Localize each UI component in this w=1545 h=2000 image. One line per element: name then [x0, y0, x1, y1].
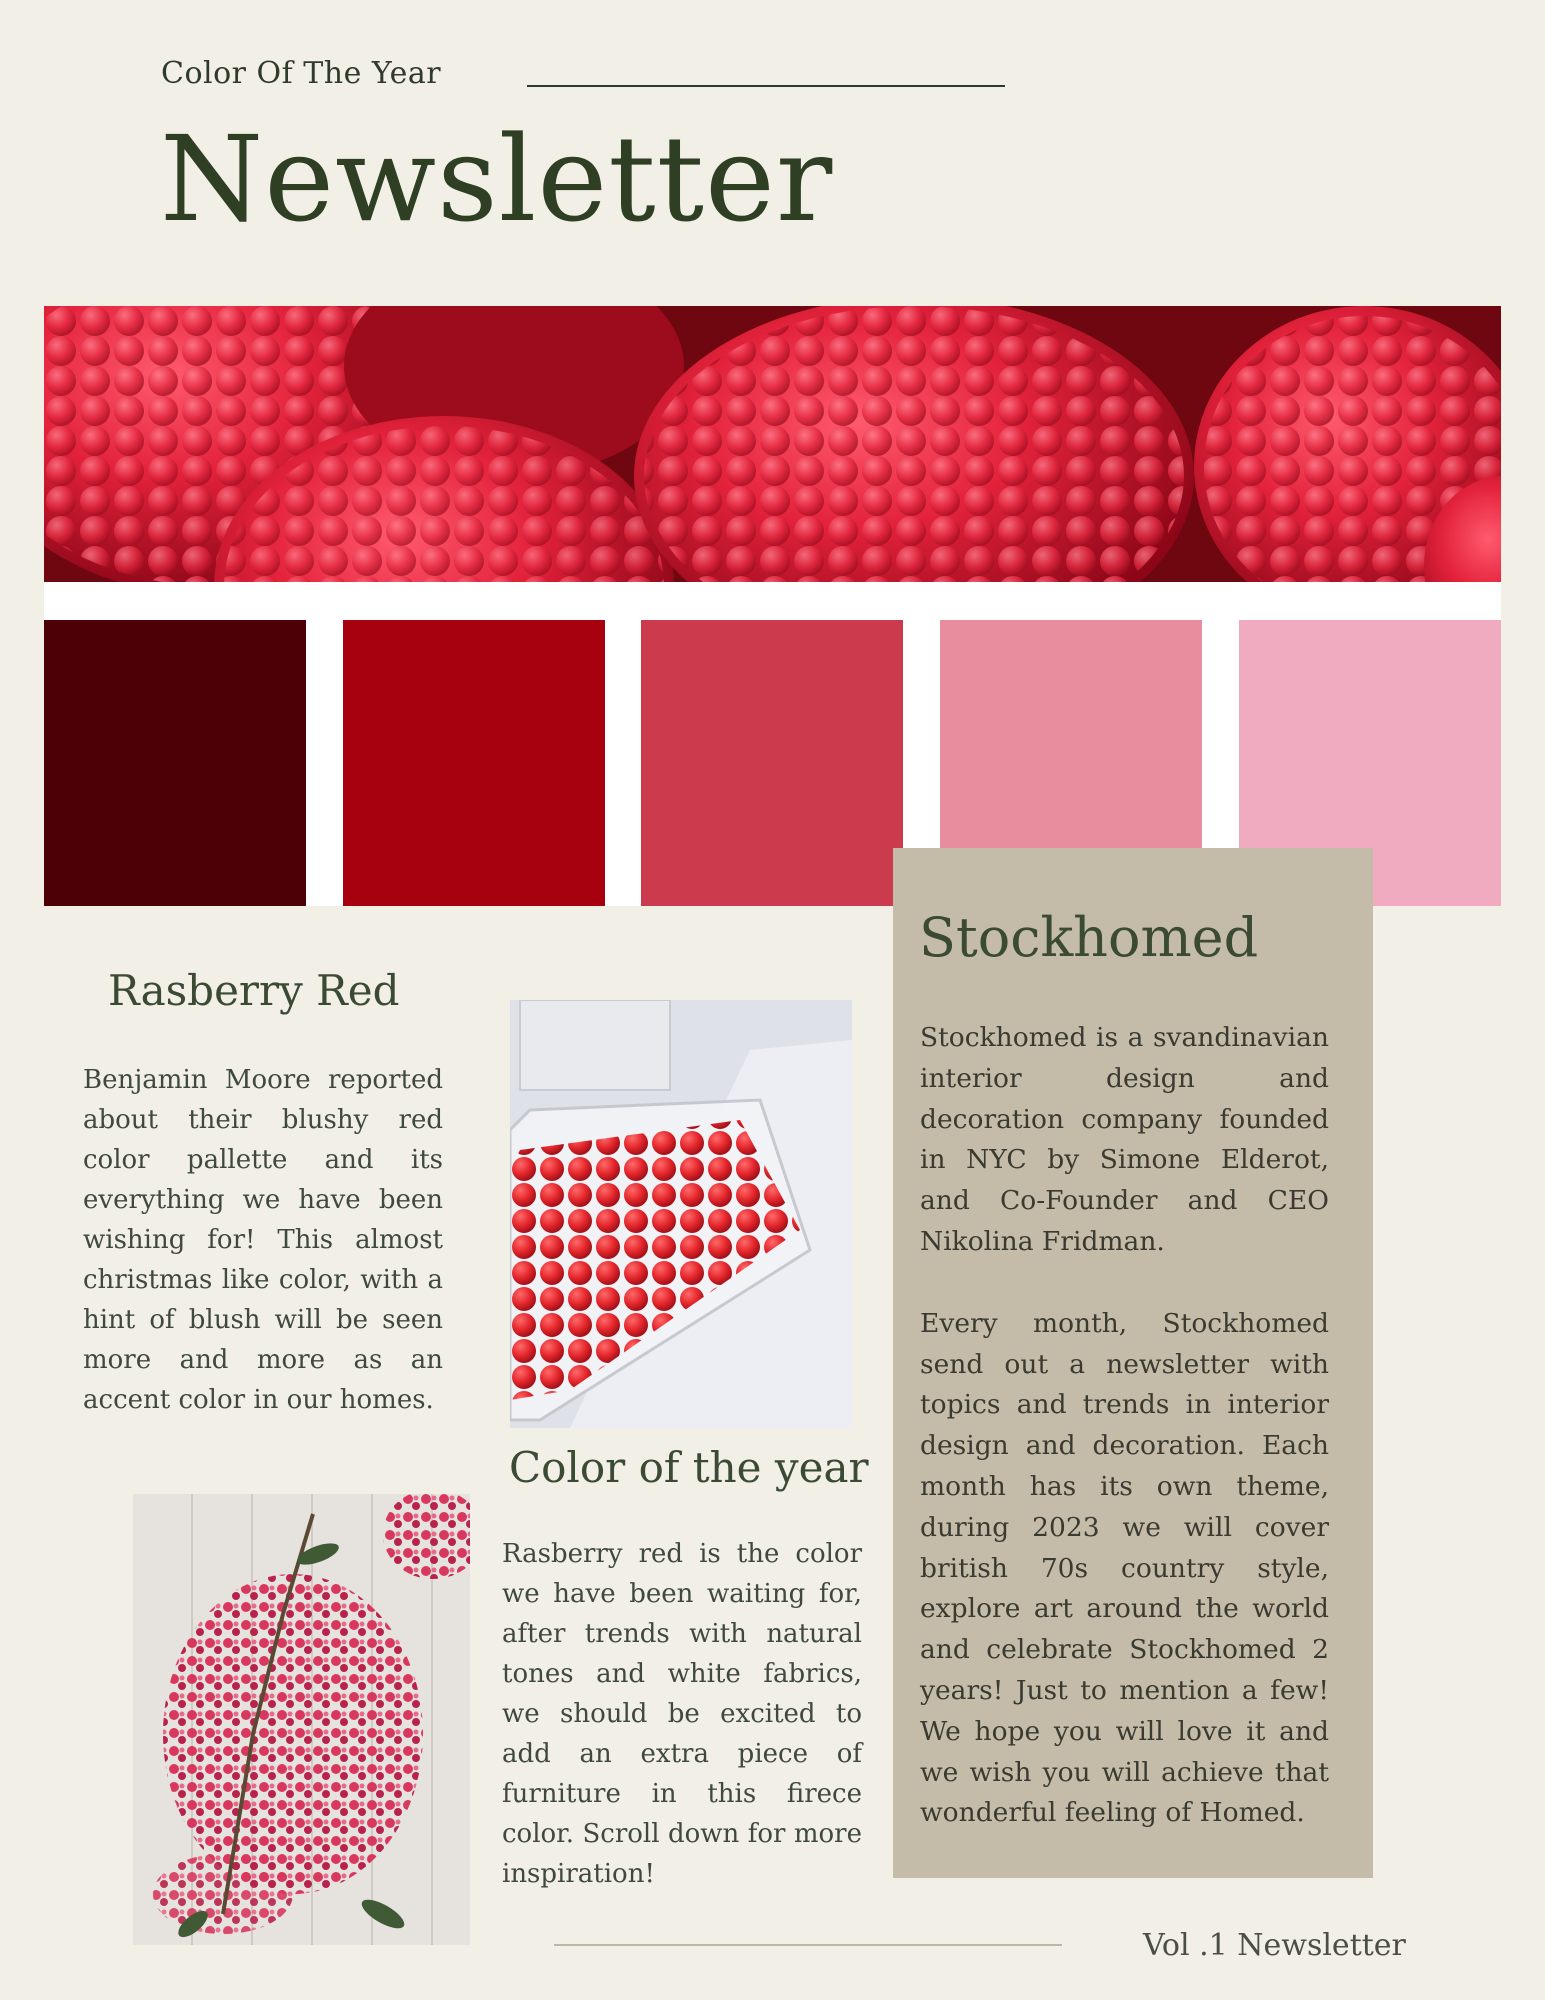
stockhomed-heading: Stockhomed	[919, 906, 1259, 969]
kicker-text: Color Of The Year	[161, 56, 442, 91]
color-of-the-year-body: Rasberry red is the color we have been waiting for, after trends with natural tones and white fabrics, we should be excited to add an extra piece of furniture in this firece color. Scroll down for more inspiration!	[502, 1539, 862, 1889]
newsletter-title: Newsletter	[160, 110, 834, 248]
raspberry-container-photo	[510, 1000, 852, 1428]
swatch-crimson	[343, 620, 605, 906]
raspberries-hero-image	[44, 306, 1501, 582]
stockhomed-body	[920, 1018, 1329, 1875]
stockhomed-paragraph-1: Stockhomed is a svandinavian interior design and decoration company founded in NYC by Simone Elderot, and Co-Founder and CEO Nikolina Fridman.	[920, 1022, 1329, 1257]
footer-divider	[554, 1944, 1062, 1946]
swatch-raspberry	[641, 620, 903, 906]
swatch-dark-maroon	[44, 620, 306, 906]
rasberry-red-heading: Rasberry Red	[108, 966, 400, 1015]
volume-label: Vol .1 Newsletter	[1143, 1928, 1406, 1963]
color-of-the-year-heading: Color of the year	[509, 1443, 869, 1492]
pink-flowers-photo	[133, 1494, 470, 1945]
header-divider	[527, 85, 1005, 87]
stockhomed-paragraph-2: Every month, Stockhomed send out a newsletter with topics and trends in interior design and decoration. Each month has its own theme, during 2023 we will cover british 70s country style, explore art around the world and celebrate Stockhomed 2 years! Just to mention a few! We hope you will love it and we wish you will achieve that wonderful feeling of Homed.	[920, 1307, 1329, 1829]
rasberry-red-body: Benjamin Moore reported about their blushy red color pallette and its everything we have been wishing for! This almost christmas like color, with a hint of blush will be seen more and more as an accent color in our homes.	[83, 1065, 443, 1415]
